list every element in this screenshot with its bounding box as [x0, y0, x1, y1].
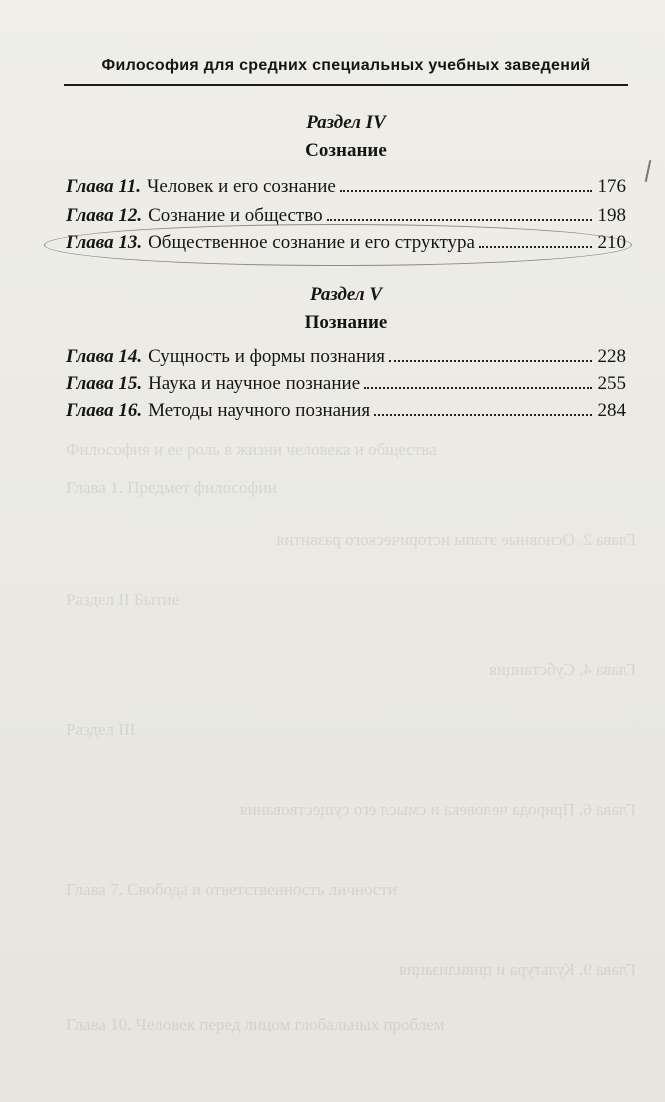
chapter-title: Сознание и общество [148, 205, 323, 226]
bleed-through-text: Раздел III [66, 720, 136, 739]
chapter-number: Глава 14. [66, 346, 143, 367]
running-header: Философия для средних специальных учебных заведений [101, 57, 591, 74]
bleed-through-text: Глава 1. Предмет философии [66, 478, 277, 497]
section-label: Раздел V [309, 284, 383, 305]
pen-mark [645, 160, 652, 182]
chapter-number: Глава 13. [66, 232, 143, 253]
toc-entry[interactable] [66, 400, 626, 426]
bleed-through-text: Раздел II Бытие [66, 590, 180, 609]
bleed-through-text: Глава 6. Природа человека и смысл его существования [239, 800, 636, 819]
dot-leader [364, 373, 592, 389]
chapter-title: Методы научного познания [148, 400, 371, 421]
chapter-title: Наука и научное познание [148, 373, 361, 394]
page-number: 284 [597, 400, 626, 421]
page-number: 210 [597, 232, 626, 253]
dot-leader [374, 400, 592, 416]
chapter-title: Общественное сознание и его структура [148, 232, 475, 253]
toc-entry[interactable] [66, 176, 626, 202]
bleed-through-text: Глава 9. Культура и цивилизация [398, 960, 636, 979]
dot-leader [340, 176, 592, 192]
dot-leader [327, 205, 592, 221]
dot-leader [389, 346, 592, 362]
section-label: Раздел IV [306, 112, 386, 133]
chapter-number: Глава 12. [66, 205, 143, 226]
page-number: 228 [597, 346, 626, 367]
toc-entry[interactable] [66, 373, 626, 399]
bleed-through-text: Глава 2. Основные этапы исторического развития [276, 530, 636, 549]
page-number: 176 [597, 176, 626, 197]
bleed-through-text: Философия и ее роль в жизни человека и общества [66, 440, 437, 459]
toc-entry[interactable] [66, 346, 626, 372]
chapter-title: Сущность и формы познания [148, 346, 386, 367]
page-number: 198 [597, 205, 626, 226]
bleed-through-text: Глава 10. Человек перед лицом глобальных проблем [66, 1015, 445, 1034]
chapter-number: Глава 11. [66, 176, 142, 197]
header-rule [64, 84, 628, 86]
page-number: 255 [597, 373, 626, 394]
chapter-number: Глава 16. [66, 400, 143, 421]
section-title: Познание [304, 312, 388, 333]
pen-circle-annotation [44, 224, 632, 266]
bleed-through-text: Глава 4. Субстанция [489, 660, 636, 679]
chapter-title: Человек и его сознание [147, 176, 336, 197]
chapter-number: Глава 15. [66, 373, 143, 394]
section-title: Сознание [305, 140, 387, 161]
bleed-through-text: Глава 7. Свобода и ответственность личности [66, 880, 397, 899]
